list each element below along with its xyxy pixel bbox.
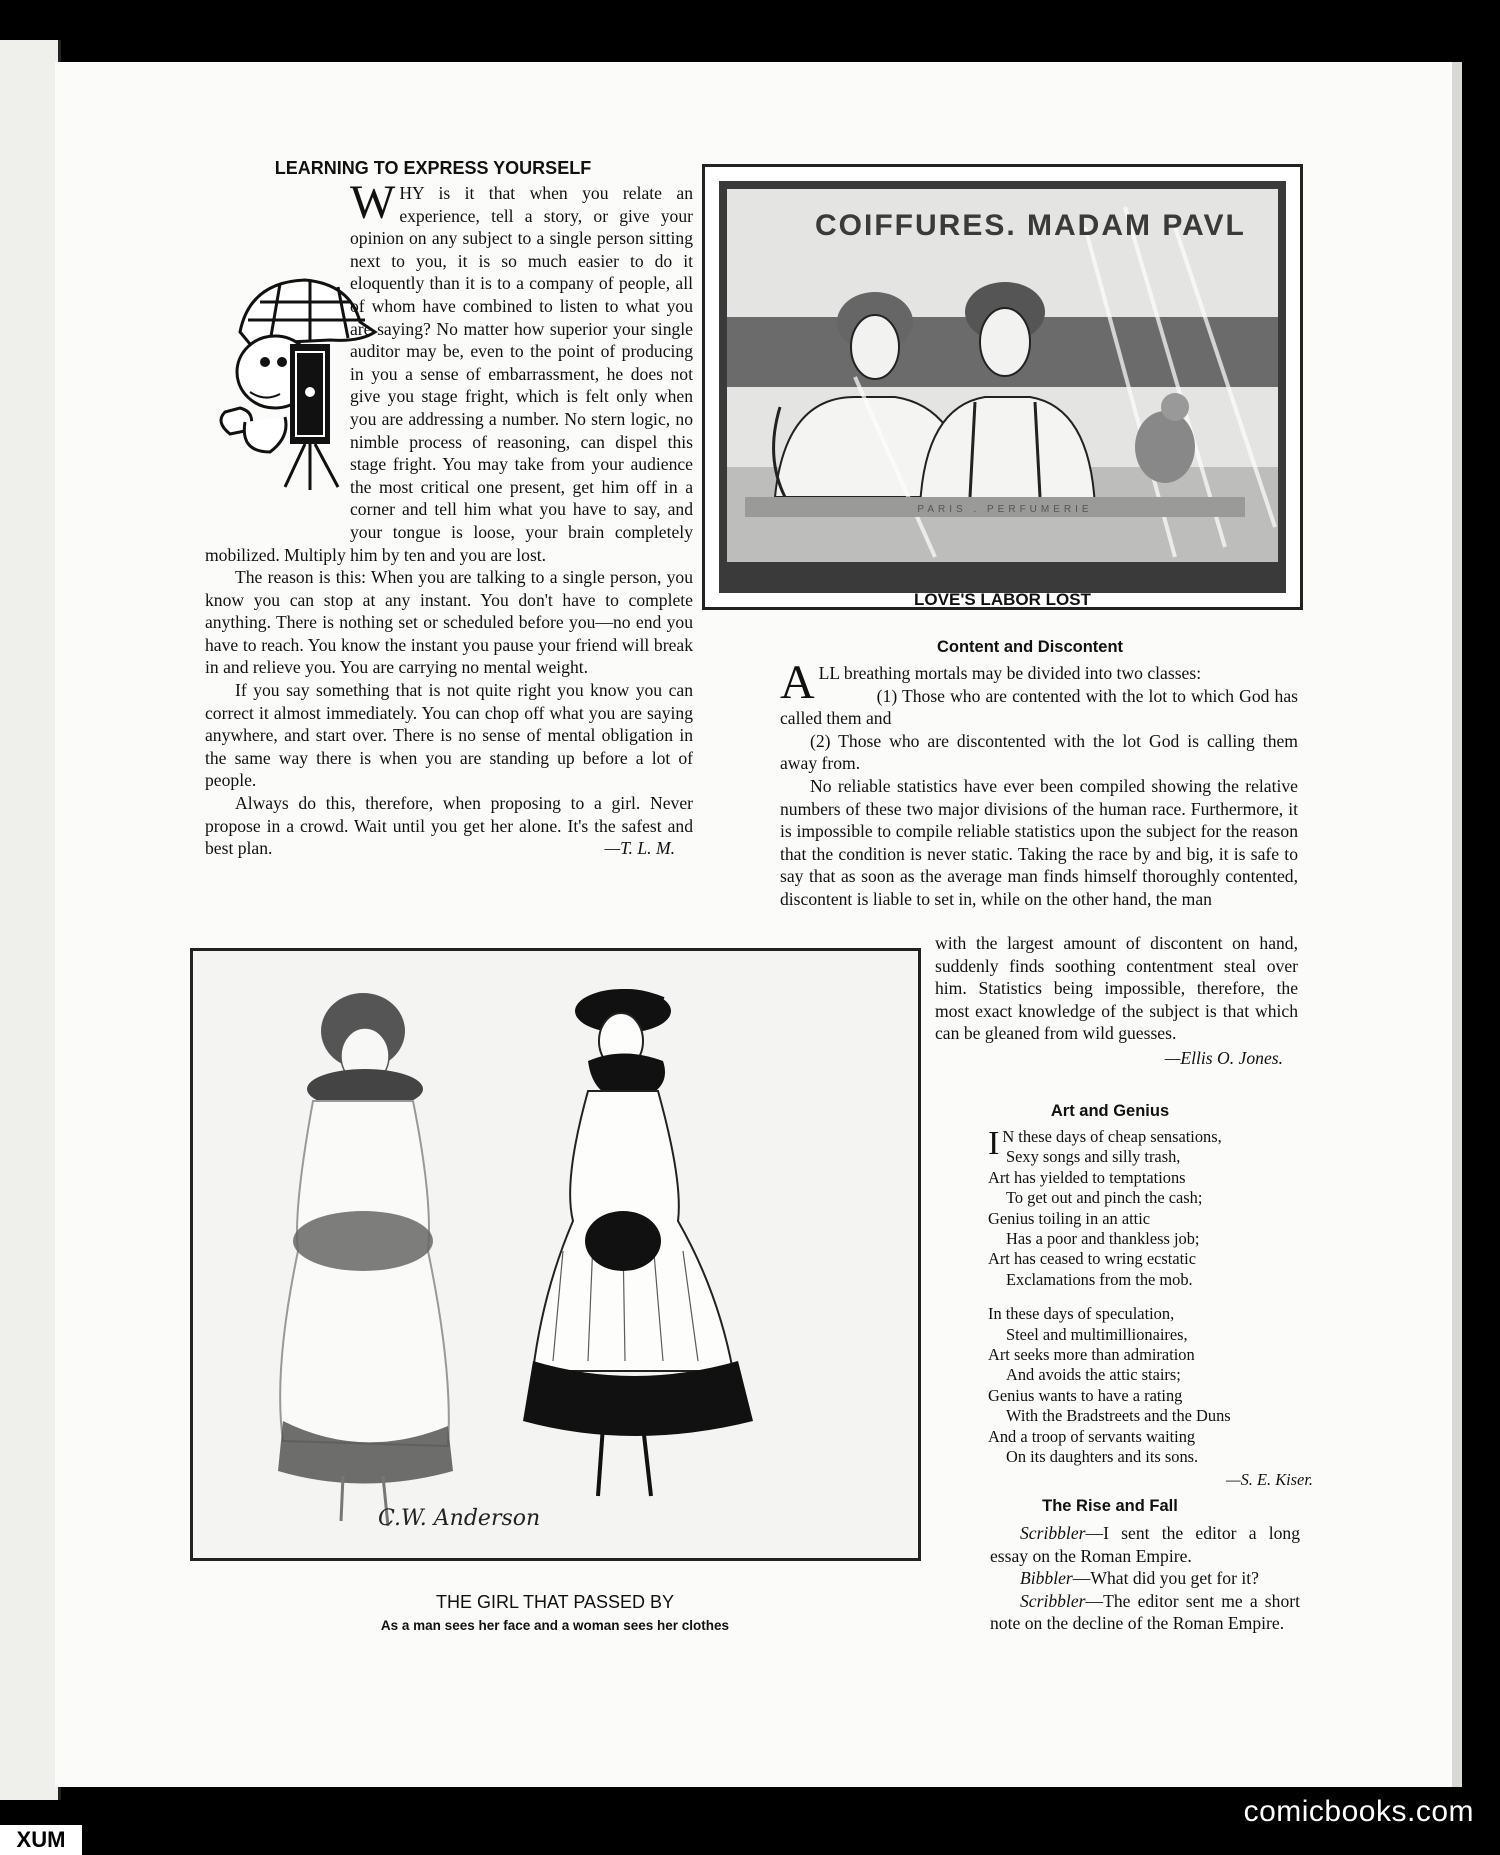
poem-line: Steel and multimillionaires, xyxy=(1006,1324,1188,1344)
poem-line: And a troop of servants waiting xyxy=(988,1426,1196,1446)
artist-signature: C.W. Anderson xyxy=(378,1506,541,1531)
subcaption-girl-that-passed-by: As a man sees her face and a woman sees her clothes xyxy=(380,1618,730,1633)
learning-para-1: HY is it that when you relate an experience, tell a story, or give your opinion on any subject to a single person sitting next to you, it is so much easier to do it eloquently than it is to a company of people, all of whom have combined to listen to what you are saying? No matter how superior your single auditor may be, even to the point of producing in you a sense of embarrassment, he does not give you stage fright, which is felt only when you are addressing a number. No stern logic, no nimble process of reasoning, can dispel this stage fright. You may take from your audience the most critical one present, get him off in a corner and tell him what you have to say, and your tongue is loose, your brain completely mobilized. Multiply him by ten and you are lost. xyxy=(205,183,693,565)
image-loves-labor-lost xyxy=(702,164,1303,610)
poem-line: Sexy songs and silly trash, xyxy=(1006,1147,1181,1167)
illustration-spacer xyxy=(205,237,340,527)
svg-text:PARIS . PERFUMERIE: PARIS . PERFUMERIE xyxy=(917,504,1093,515)
poem-line: In these days of speculation, xyxy=(988,1304,1175,1324)
article-learning xyxy=(207,158,727,181)
poem-art-and-genius xyxy=(988,1127,1323,1490)
poem-line: Art has ceased to wring ecstatic xyxy=(988,1249,1196,1269)
poem-title: Art and Genius xyxy=(1050,1102,1170,1120)
site-watermark: comicbooks.com xyxy=(1243,1795,1474,1828)
poem-line: And avoids the attic stairs; xyxy=(1006,1365,1181,1385)
rise-fall-line-2: Bibbler—What did you get for it? xyxy=(1020,1568,1259,1589)
dropcap-i: I xyxy=(988,1125,1000,1162)
article-title: LEARNING TO EXPRESS YOURSELF xyxy=(274,158,592,178)
poem-line: N these days of cheap sensations, xyxy=(1002,1127,1222,1146)
caption-girl-that-passed-by: THE GIRL THAT PASSED BY xyxy=(435,1592,675,1612)
dropcap-w: W xyxy=(350,176,396,229)
rise-fall-title: The Rise and Fall xyxy=(1042,1497,1178,1515)
article-learning-body xyxy=(205,176,693,860)
learning-para-4: Always do this, therefore, when proposing to a girl. Never propose in a crowd. Wait until you get her alone. It's the safest and best plan. —T. L. M. xyxy=(205,793,693,859)
poem-line: To get out and pinch the cash; xyxy=(1006,1188,1203,1208)
caption-loves-labor-lost: LOVE'S LABOR LOST xyxy=(914,590,1091,609)
poem-stanza-1 xyxy=(988,1127,1323,1290)
poem-line: Genius wants to have a rating xyxy=(988,1385,1183,1405)
content-title: Content and Discontent xyxy=(936,638,1124,656)
poem-line: Has a poor and thankless job; xyxy=(1006,1229,1200,1249)
magazine-page xyxy=(55,62,1455,1787)
article-rise-fall xyxy=(990,1522,1300,1635)
article-content-cont xyxy=(935,932,1298,1070)
learning-para-2: The reason is this: When you are talking to a single person, you know you can stop at any instant. You don't have to complete anything. There is nothing set or scheduled before you—no end you have to reach. You know the instant you pause your friend will break in and relieve you. You are carrying no mental weight. xyxy=(205,567,693,678)
learning-para-3: If you say something that is not quite right you know you can correct it almost immediately. You can chop off what you are saying anywhere, and start over. There is no sense of mental obligation in the same way there is when you are standing up before a lot of people. xyxy=(205,680,693,791)
content-para-1: LL breathing mortals may be divided into two classes: xyxy=(818,663,1202,683)
xum-tag: XUM xyxy=(0,1825,82,1855)
content-para-2-cont: with the largest amount of discontent on hand, suddenly finds soothing contentment steal over him. Statistics being impossible, therefore, the most exact knowledge of the subject is that which can be gleaned from wild guesses. xyxy=(935,933,1298,1044)
content-signature: —Ellis O. Jones. xyxy=(1164,1047,1283,1068)
learning-signature: —T. L. M. xyxy=(604,838,675,859)
poem-line: On its daughters and its sons. xyxy=(1006,1447,1199,1467)
poem-line: Genius toiling in an attic xyxy=(988,1208,1151,1228)
sign-text: COIFFURES. MADAM PAVL xyxy=(815,209,1246,242)
poem-line: With the Bradstreets and the Duns xyxy=(1006,1406,1231,1426)
two-women-illustration xyxy=(193,951,918,1558)
book-spine xyxy=(0,40,61,1800)
rise-fall-line-3: Scribbler—The editor sent me a short note on the decline of the Roman Empire. xyxy=(990,1590,1300,1634)
content-item-2: (2) Those who are discontented with the lot God is calling them away from. xyxy=(780,730,1298,774)
rise-fall-line-1: Scribbler—I sent the editor a long essay on the Roman Empire. xyxy=(990,1523,1300,1566)
poem-line: Art has yielded to temptations xyxy=(988,1167,1186,1187)
image-girl-that-passed-by xyxy=(190,948,921,1561)
content-item-1: (1) Those who are contented with the lot to which God has called them and xyxy=(780,685,1298,729)
poem-line: Exclamations from the mob. xyxy=(1006,1269,1193,1289)
page-right-edge xyxy=(1452,62,1462,1787)
poem-line: Art seeks more than admiration xyxy=(988,1345,1195,1365)
poem-stanza-2 xyxy=(988,1304,1323,1467)
article-content xyxy=(780,656,1298,911)
poem-signature: —S. E. Kiser. xyxy=(1226,1469,1313,1489)
content-para-2: No reliable statistics have ever been compiled showing the relative numbers of these two major divisions of the human race. Furthermore, it is impossible to compile reliable statistics upon the subject for the reason that the condition is never static. Taking the race by and big, it is safe to say that as soon as the average man finds himself thoroughly contented, discontent is liable to set in, while on the other hand, the man xyxy=(780,775,1298,909)
dropcap-a: A xyxy=(780,656,815,709)
